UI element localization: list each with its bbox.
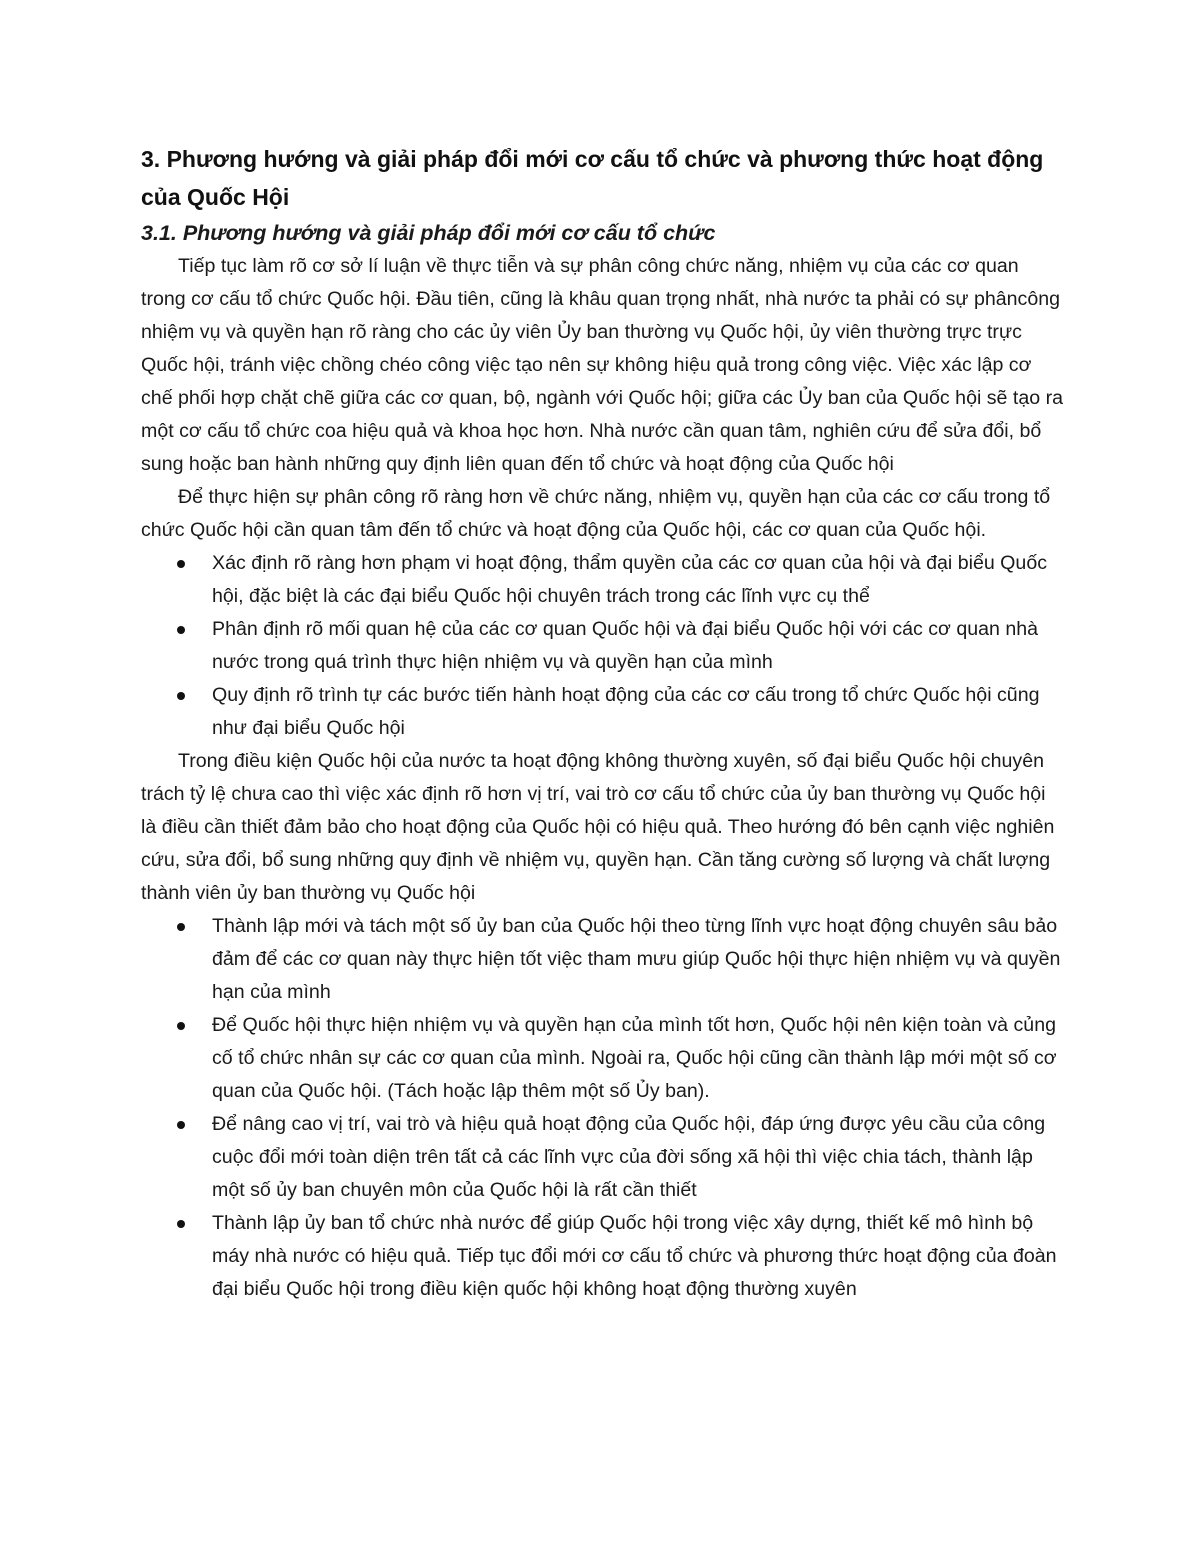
bullet-icon xyxy=(177,626,185,634)
list-item-text: Để Quốc hội thực hiện nhiệm vụ và quyền hạn của mình tốt hơn, Quốc hội nên kiện toàn và củng cố tổ chức nhân sự các cơ quan của mình. Ngoài ra, Quốc hội cũng cần thành lập mới một số cơ quan của Quốc hội. (Tách hoặc lập thêm một số Ủy ban). xyxy=(212,1014,1057,1102)
list-item xyxy=(141,910,1066,1009)
bullet-icon xyxy=(177,923,185,931)
section-heading: 3. Phương hướng và giải pháp đổi mới cơ cấu tổ chức và phương thức hoạt động của Quốc Hội xyxy=(141,146,1044,210)
list-item xyxy=(141,1009,1066,1108)
list-item xyxy=(141,1108,1066,1207)
list-item-text: Phân định rõ mối quan hệ của các cơ quan Quốc hội và đại biểu Quốc hội với các cơ quan nhà nước trong quá trình thực hiện nhiệm vụ và quyền hạn của mình xyxy=(212,618,1039,673)
list-item-text: Thành lập ủy ban tổ chức nhà nước để giúp Quốc hội trong việc xây dựng, thiết kế mô hình bộ máy nhà nước có hiệu quả. Tiếp tục đổi mới cơ cấu tổ chức và phương thức hoạt động của đoàn đại biểu Quốc hội trong điều kiện quốc hội không hoạt động thường xuyên xyxy=(212,1212,1057,1300)
list-item-text: Xác định rõ ràng hơn phạm vi hoạt động, thẩm quyền của các cơ quan của hội và đại biểu Quốc hội, đặc biệt là các đại biểu Quốc hội chuyên trách trong các lĩnh vực cụ thể xyxy=(212,552,1048,607)
document-page xyxy=(141,140,1066,1306)
list-item-text: Thành lập mới và tách một số ủy ban của Quốc hội theo từng lĩnh vực hoạt động chuyên sâu bảo đảm để các cơ quan này thực hiện tốt việc tham mưu giúp Quốc hội thực hiện nhiệm vụ và quyền hạn của mình xyxy=(212,915,1061,1003)
bullet-icon xyxy=(177,560,185,568)
bullet-icon xyxy=(177,1121,185,1129)
bullet-list xyxy=(141,547,1066,745)
list-item-text: Quy định rõ trình tự các bước tiến hành hoạt động của các cơ cấu trong tổ chức Quốc hội cũng như đại biểu Quốc hội xyxy=(212,684,1040,739)
list-item xyxy=(141,1207,1066,1306)
list-item-text: Để nâng cao vị trí, vai trò và hiệu quả hoạt động của Quốc hội, đáp ứng được yêu cầu của công cuộc đổi mới toàn diện trên tất cả các lĩnh vực của đời sống xã hội thì việc chia tách, thành lập một số ủy ban chuyên môn của Quốc hội là rất cần thiết xyxy=(212,1113,1046,1201)
bullet-icon xyxy=(177,1220,185,1228)
bullet-list xyxy=(141,910,1066,1306)
list-item xyxy=(141,547,1066,613)
bullet-icon xyxy=(177,692,185,700)
paragraph: Tiếp tục làm rõ cơ sở lí luận về thực tiễn và sự phân công chức năng, nhiệm vụ của các cơ quan trong cơ cấu tổ chức Quốc hội. Đầu tiên, cũng là khâu quan trọng nhất, nhà nước ta phải có sự phâncông nhiệm vụ và quyền hạn rõ ràng cho các ủy viên Ủy ban thường vụ Quốc hội, ủy viên thường trực trực Quốc hội, tránh việc chồng chéo công việc tạo nên sự không hiệu quả trong công việc. Việc xác lập cơ chế phối hợp chặt chẽ giữa các cơ quan, bộ, ngành với Quốc hội; giữa các Ủy ban của Quốc hội sẽ tạo ra một cơ cấu tổ chức coa hiệu quả và khoa học hơn. Nhà nước cần quan tâm, nghiên cứu để sửa đổi, bổ sung hoặc ban hành những quy định liên quan đến tổ chức và hoạt động của Quốc hội xyxy=(141,255,1064,475)
paragraph: Để thực hiện sự phân công rõ ràng hơn về chức năng, nhiệm vụ, quyền hạn của các cơ cấu trong tổ chức Quốc hội cần quan tâm đến tổ chức và hoạt động của Quốc hội, các cơ quan của Quốc hội. xyxy=(141,486,1051,541)
list-item xyxy=(141,679,1066,745)
subsection-heading: 3.1. Phương hướng và giải pháp đổi mới cơ cấu tổ chức xyxy=(141,221,716,245)
paragraph: Trong điều kiện Quốc hội của nước ta hoạt động không thường xuyên, số đại biểu Quốc hội chuyên trách tỷ lệ chưa cao thì việc xác định rõ hơn vị trí, vai trò cơ cấu tổ chức của ủy ban thường vụ Quốc hội là điều cần thiết đảm bảo cho hoạt động của Quốc hội có hiệu quả. Theo hướng đó bên cạnh việc nghiên cứu, sửa đổi, bổ sung những quy định về nhiệm vụ, quyền hạn. Cần tăng cường số lượng và chất lượng thành viên ủy ban thường vụ Quốc hội xyxy=(141,750,1055,904)
bullet-icon xyxy=(177,1022,185,1030)
list-item xyxy=(141,613,1066,679)
